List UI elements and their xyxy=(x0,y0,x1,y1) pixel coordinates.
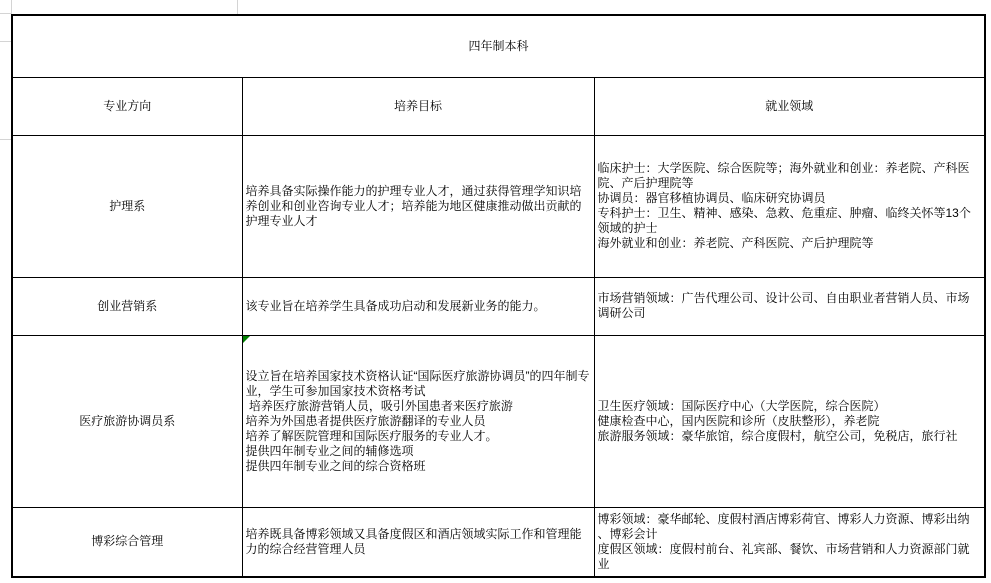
column-header-label: 就业领域 xyxy=(765,98,814,113)
margin-gridline xyxy=(0,139,11,140)
fields-cell[interactable] xyxy=(594,335,985,507)
table-row xyxy=(12,15,985,77)
fields-cell[interactable] xyxy=(594,507,985,577)
table-row-marketing xyxy=(12,277,985,335)
cell-text-line: 卫生医疗领域：国际医疗中心（大学医院，综合医院） xyxy=(597,398,886,413)
cell-text-line: 专科护士：卫生、精神、感染、急救、危重症、肿瘤、临终关怀等13个领域的护士 xyxy=(597,206,971,235)
cell-text-line: 市场营销领域：广告代理公司、设计公司、自由职业者营销人员、市场调研公司 xyxy=(597,291,970,320)
goal-cell[interactable] xyxy=(242,507,594,577)
fields-cell[interactable] xyxy=(594,277,985,335)
column-header-label: 专业方向 xyxy=(103,98,152,113)
column-header-major[interactable] xyxy=(12,77,242,135)
table-title-cell[interactable] xyxy=(12,15,985,77)
major-cell[interactable] xyxy=(12,507,242,577)
major-cell[interactable] xyxy=(12,135,242,277)
cell-text-line: 协调员：器官移植协调员、临床研究协调员 xyxy=(597,191,826,205)
column-header-goal[interactable] xyxy=(242,77,594,135)
cell-text-line: 培养具备实际操作能力的护理专业人才，通过获得管理学知识培养创业和创业咨询专业人才；培养能为地区健康推动做出贡献的护理专业人才 xyxy=(245,183,582,228)
cell-text-line: 度假区领域：度假村前台、礼宾部、餐饮、市场营销和人力资源部门就业 xyxy=(597,541,970,571)
major-label: 博彩综合管理 xyxy=(91,534,164,549)
cell-text-line: 该专业旨在培养学生具备成功启动和发展新业务的能力。 xyxy=(245,298,546,313)
cell-text-line: 培养了解医院管理和国际医疗服务的专业人才。 xyxy=(245,428,498,443)
cell-text-line: 海外就业和创业：养老院、产科医院、产后护理院等 xyxy=(597,236,874,250)
cell-text-line: 培养为外国患者提供医疗旅游翻译的专业人员 xyxy=(245,413,486,428)
table-row-casino-management xyxy=(12,507,985,577)
cell-text-line: 设立旨在培养国家技术资格认证“国际医疗旅游协调员”的四年制专业，学生可参加国家技术资格考试 xyxy=(245,368,590,398)
cell-text-line: 旅游服务领域：豪华旅馆，综合度假村，航空公司，免税店，旅行社 xyxy=(597,428,958,443)
goal-cell[interactable] xyxy=(242,135,594,277)
cell-text-line: 临床护士：大学医院、综合医院等；海外就业和创业：养老院、产科医院、产后护理院等 xyxy=(597,161,970,190)
major-label: 创业营销系 xyxy=(97,298,158,313)
column-header-fields[interactable] xyxy=(594,77,985,135)
major-cell[interactable] xyxy=(12,277,242,335)
cell-text-line: 培养既具备博彩领域又具备度假区和酒店领域实际工作和管理能力的综合经营管理人员 xyxy=(245,526,582,556)
major-label: 医疗旅游协调员系 xyxy=(79,413,176,428)
margin-gridline xyxy=(11,0,12,14)
cell-text-line: 健康检查中心，国内医院和诊所（皮肤整形），养老院 xyxy=(597,413,880,428)
cell-text-line: 博彩领域：豪华邮轮、度假村酒店博彩荷官、博彩人力资源、博彩出纳、博彩会计 xyxy=(597,511,970,541)
table-row-medical-tourism xyxy=(12,335,985,507)
table-header-row xyxy=(12,77,985,135)
margin-gridline xyxy=(0,13,11,14)
table-row-nursing xyxy=(12,135,985,277)
cell-text-line: 提供四年制专业之间的辅修选项 xyxy=(245,443,414,458)
cell-text-line: 提供四年制专业之间的综合资格班 xyxy=(245,458,426,473)
margin-gridline xyxy=(0,41,11,42)
fields-cell[interactable] xyxy=(594,135,985,277)
table-title: 四年制本科 xyxy=(468,38,529,53)
goal-cell[interactable] xyxy=(242,277,594,335)
column-header-label: 培养目标 xyxy=(393,98,442,113)
program-table xyxy=(11,14,986,578)
major-label: 护理系 xyxy=(109,198,146,213)
comment-marker-icon xyxy=(243,336,250,343)
goal-cell[interactable] xyxy=(242,335,594,507)
major-cell[interactable] xyxy=(12,335,242,507)
margin-gridline xyxy=(237,0,238,14)
cell-text-line: 培养医疗旅游营销人员，吸引外国患者来医疗旅游 xyxy=(245,398,513,413)
